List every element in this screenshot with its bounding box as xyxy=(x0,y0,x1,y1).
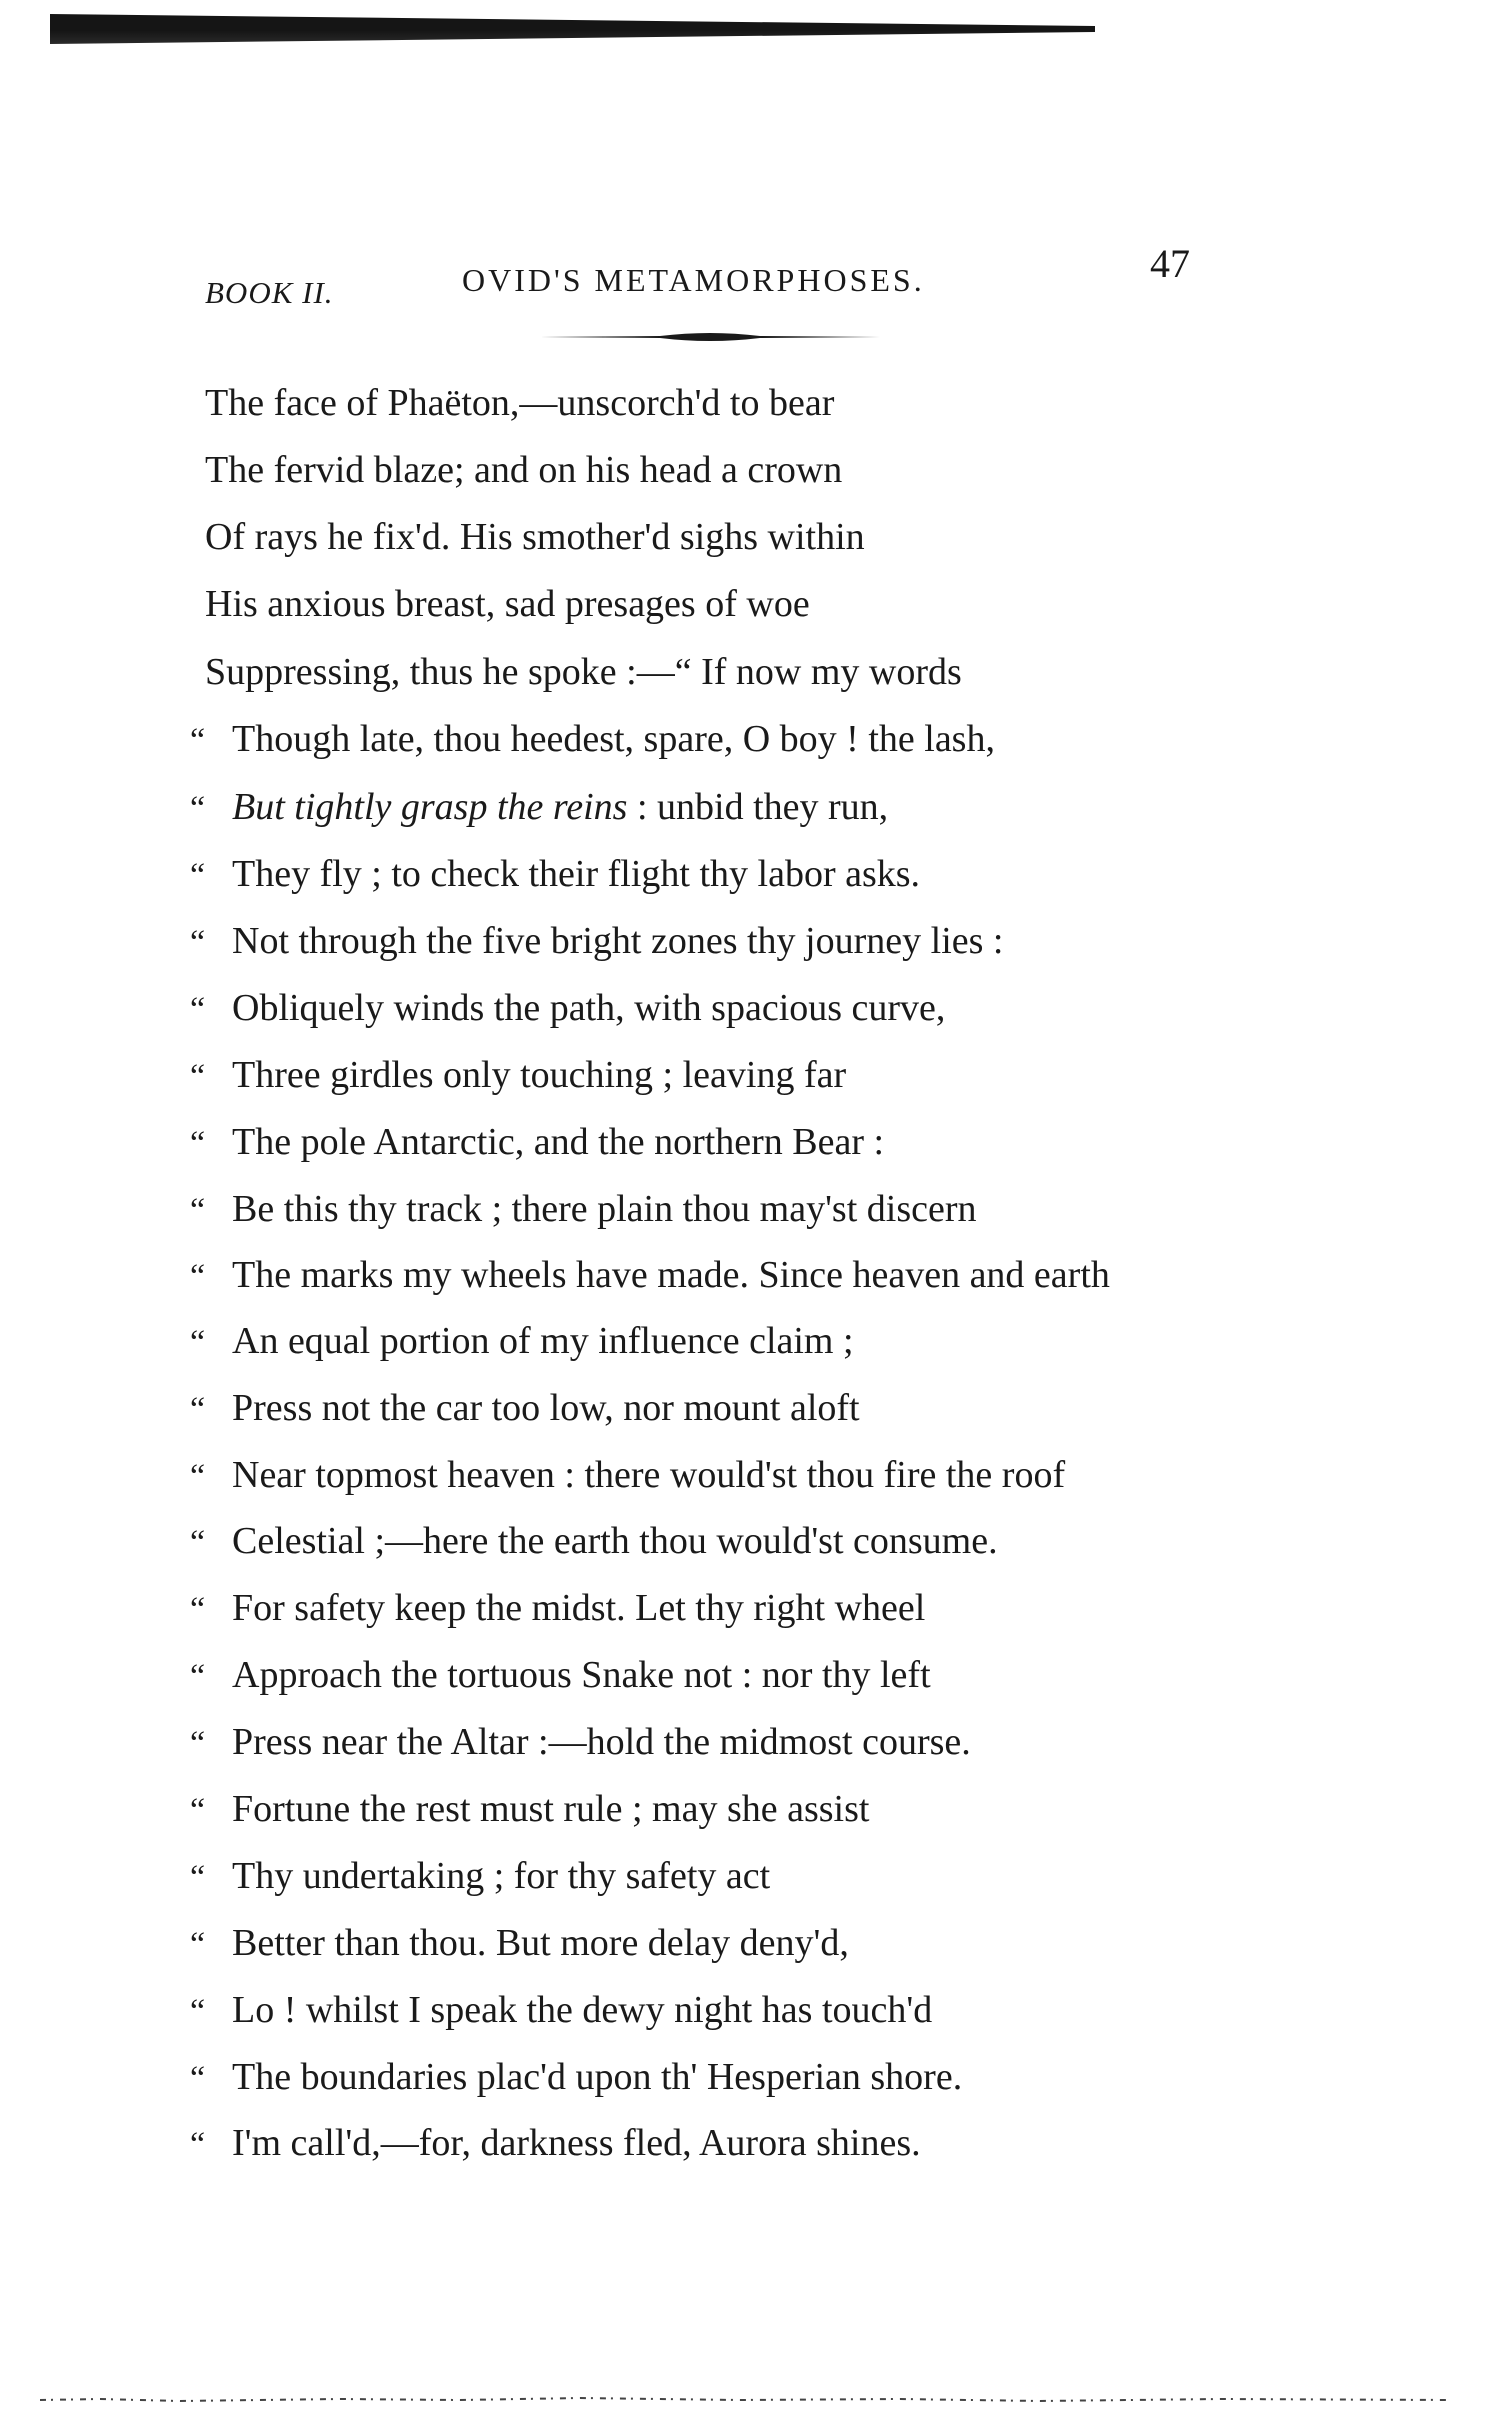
poem-body xyxy=(0,380,1494,2220)
poem-line-text: I'm call'd,—for, darkness fled, Aurora shines. xyxy=(232,2122,921,2165)
poem-line-text: The pole Antarctic, and the northern Bear : xyxy=(232,1120,885,1163)
book-label: BOOK II. xyxy=(205,275,334,310)
poem-line-text: Lo ! whilst I speak the dewy night has touch'd xyxy=(232,1988,933,2031)
poem-line-text: Not through the five bright zones thy journey lies : xyxy=(232,920,1004,963)
opening-quote: “ xyxy=(190,1524,206,1562)
opening-quote: “ xyxy=(190,1124,206,1162)
poem-line-text: Near topmost heaven : there would'st thou fire the roof xyxy=(232,1453,1066,1496)
poem-line xyxy=(190,1186,977,1232)
poem-line xyxy=(190,1719,971,1765)
poem-line-text: Of rays he fix'd. His smother'd sighs within xyxy=(205,515,865,558)
poem-line-text: Though late, thou heedest, spare, O boy ! the lash, xyxy=(232,717,995,760)
poem-line xyxy=(190,2120,921,2166)
opening-quote: “ xyxy=(190,1390,206,1428)
opening-quote: “ xyxy=(190,1925,206,1963)
poem-line-text: Better than thou. But more delay deny'd, xyxy=(232,1921,849,1964)
opening-quote: “ xyxy=(190,1792,206,1829)
bottom-edge-artifact xyxy=(40,2390,1450,2408)
poem-line-text: Three girdles only touching ; leaving far xyxy=(232,1053,847,1096)
running-title: OVID'S METAMORPHOSES. xyxy=(462,262,925,298)
poem-line xyxy=(205,649,962,695)
poem-line xyxy=(190,918,1003,964)
poem-line xyxy=(190,716,995,762)
opening-quote: “ xyxy=(190,924,206,962)
poem-line xyxy=(205,380,834,426)
page-number: 47 xyxy=(1150,241,1190,286)
opening-quote: “ xyxy=(190,790,206,828)
poem-line xyxy=(190,1987,932,2033)
opening-quote: “ xyxy=(190,2059,206,2097)
poem-line xyxy=(190,985,945,1031)
poem-line-text: The fervid blaze; and on his head a crown xyxy=(205,448,843,491)
poem-line xyxy=(190,1585,925,1631)
opening-quote: “ xyxy=(190,1323,206,1361)
poem-line xyxy=(190,1119,884,1165)
opening-quote: “ xyxy=(190,1591,206,1629)
opening-quote: “ xyxy=(190,1258,206,1296)
opening-quote: “ xyxy=(190,2126,206,2164)
poem-line xyxy=(190,1786,869,1832)
poem-line xyxy=(190,1318,854,1364)
poem-line-text: But tightly grasp the reins : unbid they run, xyxy=(232,786,889,829)
poem-line-text: His anxious breast, sad presages of woe xyxy=(205,582,810,625)
opening-quote: “ xyxy=(190,721,206,759)
top-margin-rule xyxy=(50,14,1095,44)
poem-line xyxy=(190,1252,1110,1298)
poem-line xyxy=(190,1052,846,1098)
poem-line-text: An equal portion of my influence claim ; xyxy=(232,1319,854,1362)
poem-line xyxy=(190,1518,998,1564)
poem-line xyxy=(190,2054,962,2100)
poem-line-text: Press not the car too low, nor mount aloft xyxy=(232,1386,860,1429)
poem-line xyxy=(205,581,810,627)
poem-line-text: The face of Phaëton,—unscorch'd to bear xyxy=(205,382,835,424)
poem-line-text: Celestial ;—here the earth thou would'st consume. xyxy=(232,1520,998,1563)
opening-quote: “ xyxy=(190,1725,206,1763)
opening-quote: “ xyxy=(190,1057,206,1095)
opening-quote: “ xyxy=(190,1992,206,2030)
italic-phrase: But tightly grasp the reins xyxy=(232,786,628,829)
poem-line xyxy=(190,851,920,897)
poem-line-text: Thy undertaking ; for thy safety act xyxy=(232,1854,771,1897)
opening-quote: “ xyxy=(190,1191,206,1229)
poem-line-text: The boundaries plac'd upon th' Hesperian shore. xyxy=(232,2055,963,2098)
poem-line xyxy=(190,1853,770,1899)
poem-line-text: Press near the Altar :—hold the midmost course. xyxy=(232,1721,971,1764)
poem-line xyxy=(190,1452,1065,1498)
poem-line xyxy=(190,1385,860,1431)
poem-line-text: Fortune the rest must rule ; may she assist xyxy=(232,1788,870,1830)
header-ornament-rule xyxy=(540,330,880,344)
poem-line xyxy=(190,1920,849,1966)
poem-line-text: Approach the tortuous Snake not : nor thy left xyxy=(232,1654,931,1697)
poem-line-text: Suppressing, thus he spoke :—“ If now my words xyxy=(205,651,962,694)
poem-line-text: Be this thy track ; there plain thou may'st discern xyxy=(232,1187,977,1230)
opening-quote: “ xyxy=(190,990,206,1028)
poem-line-text: They fly ; to check their flight thy labor asks. xyxy=(232,853,921,896)
poem-line xyxy=(205,447,842,493)
poem-line xyxy=(205,514,865,560)
poem-line xyxy=(190,784,888,830)
opening-quote: “ xyxy=(190,1457,206,1495)
running-header xyxy=(0,240,1494,310)
poem-line-text: The marks my wheels have made. Since heaven and earth xyxy=(232,1254,1110,1297)
poem-line-text: For safety keep the midst. Let thy right wheel xyxy=(232,1587,926,1630)
poem-line-text: Obliquely winds the path, with spacious curve, xyxy=(232,986,946,1029)
opening-quote: “ xyxy=(190,1658,206,1696)
opening-quote: “ xyxy=(190,1858,206,1896)
poem-line xyxy=(190,1652,931,1698)
opening-quote: “ xyxy=(190,857,206,895)
